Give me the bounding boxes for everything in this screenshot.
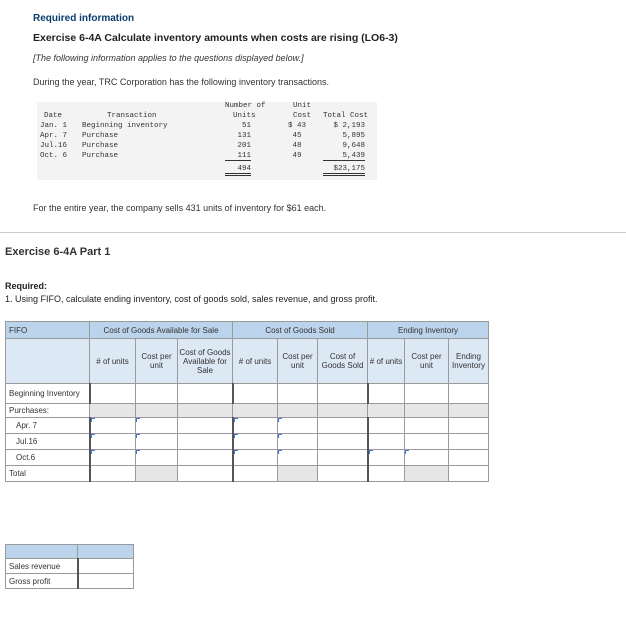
row-label-jul: Jul.16 <box>6 434 90 450</box>
row-label-total: Total <box>6 466 90 482</box>
total-units-input[interactable] <box>90 466 136 482</box>
beginning-cost-input[interactable] <box>136 384 178 404</box>
required-label: Required: <box>5 281 48 291</box>
jul-cost-sold-input[interactable] <box>278 434 318 450</box>
apr-cost-input[interactable] <box>136 418 178 434</box>
group-available: Cost of Goods Available for Sale <box>90 322 233 339</box>
cell-blank <box>178 404 233 418</box>
exercise-title: Exercise 6-4A Calculate inventory amounts when costs are rising (LO6-3) <box>33 32 398 44</box>
cell-blank <box>405 466 449 482</box>
row-date: Oct. 6 <box>40 152 68 160</box>
header-transaction: Transaction <box>107 112 157 120</box>
apr-cogs-input[interactable] <box>318 418 368 434</box>
jul-units-end-input[interactable] <box>368 434 405 450</box>
oct-cost-input[interactable] <box>136 450 178 466</box>
intro-text: During the year, TRC Corporation has the following inventory transactions. <box>33 77 329 87</box>
total-cogs-input[interactable] <box>318 466 368 482</box>
row-label-beginning: Beginning Inventory <box>6 384 90 404</box>
row-total-cost: $ 2,193 <box>333 122 365 130</box>
row-transaction: Purchase <box>82 152 119 160</box>
summary-header-value <box>78 545 134 559</box>
header-number-of: Number of <box>225 102 266 110</box>
gross-profit-input[interactable] <box>78 574 134 589</box>
oct-cost-sold-input[interactable] <box>278 450 318 466</box>
gross-profit-label: Gross profit <box>6 574 78 589</box>
beginning-available-input[interactable] <box>178 384 233 404</box>
row-transaction: Beginning inventory <box>82 122 168 130</box>
group-ending: Ending Inventory <box>368 322 489 339</box>
row-label-purchases: Purchases: <box>6 404 90 418</box>
row-date: Apr. 7 <box>40 132 68 140</box>
sales-revenue-label: Sales revenue <box>6 559 78 574</box>
oct-available-input[interactable] <box>178 450 233 466</box>
row-units: 131 <box>237 132 251 140</box>
apr-units-end-input[interactable] <box>368 418 405 434</box>
total-cost: $23,175 <box>323 165 365 176</box>
beginning-units-sold-input[interactable] <box>233 384 278 404</box>
row-unit-cost: 45 <box>292 132 302 140</box>
sales-revenue-input[interactable] <box>78 559 134 574</box>
cell-blank <box>136 466 178 482</box>
transactions-table <box>37 102 377 180</box>
row-units: 111 <box>225 152 251 161</box>
row-transaction: Purchase <box>82 142 119 150</box>
column-header-blank <box>6 339 90 384</box>
jul-cogs-input[interactable] <box>318 434 368 450</box>
row-date: Jul.16 <box>40 142 68 150</box>
oct-units-input[interactable] <box>90 450 136 466</box>
beginning-units-end-input[interactable] <box>368 384 405 404</box>
beginning-units-input[interactable] <box>90 384 136 404</box>
cell-blank <box>278 404 318 418</box>
cell-blank <box>405 404 449 418</box>
column-ending-inventory: Ending Inventory <box>449 339 489 384</box>
row-label-oct: Oct.6 <box>6 450 90 466</box>
total-units-sold-input[interactable] <box>233 466 278 482</box>
header-unit: Unit <box>293 102 312 110</box>
beginning-cogs-input[interactable] <box>318 384 368 404</box>
column-cost-per-unit-end: Cost per unit <box>405 339 449 384</box>
total-ending-input[interactable] <box>449 466 489 482</box>
apr-available-input[interactable] <box>178 418 233 434</box>
apr-units-input[interactable] <box>90 418 136 434</box>
column-num-units-sold: # of units <box>233 339 278 384</box>
jul-cost-end-input[interactable] <box>405 434 449 450</box>
header-cost: Cost <box>293 112 312 120</box>
cell-blank <box>136 404 178 418</box>
total-units: 494 <box>225 165 251 176</box>
fifo-method-label: FIFO <box>6 322 90 339</box>
total-units-end-input[interactable] <box>368 466 405 482</box>
oct-cogs-input[interactable] <box>318 450 368 466</box>
apr-units-sold-input[interactable] <box>233 418 278 434</box>
row-unit-cost: 49 <box>292 152 302 160</box>
cell-blank <box>233 404 278 418</box>
beginning-ending-input[interactable] <box>449 384 489 404</box>
column-num-units-end: # of units <box>368 339 405 384</box>
column-cost-available: Cost of Goods Available for Sale <box>178 339 233 384</box>
cell-blank <box>318 404 368 418</box>
part-title: Exercise 6-4A Part 1 <box>5 246 111 258</box>
apr-cost-end-input[interactable] <box>405 418 449 434</box>
cell-blank <box>368 404 405 418</box>
oct-units-end-input[interactable] <box>368 450 405 466</box>
oct-units-sold-input[interactable] <box>233 450 278 466</box>
row-units: 201 <box>237 142 251 150</box>
row-unit-cost: $ 43 <box>287 122 306 130</box>
cell-blank <box>90 404 136 418</box>
column-cost-per-unit-sold: Cost per unit <box>278 339 318 384</box>
beginning-cost-end-input[interactable] <box>405 384 449 404</box>
row-date: Jan. 1 <box>40 122 68 130</box>
applies-note: [The following information applies to the questions displayed below.] <box>33 53 304 63</box>
row-unit-cost: 48 <box>292 142 302 150</box>
required-instruction: 1. Using FIFO, calculate ending inventory, cost of goods sold, sales revenue, and gross profit. <box>5 294 378 304</box>
summary-table <box>5 544 134 589</box>
oct-ending-input[interactable] <box>449 450 489 466</box>
row-total-cost: 5,439 <box>323 152 365 161</box>
oct-cost-end-input[interactable] <box>405 450 449 466</box>
column-cost-per-unit: Cost per unit <box>136 339 178 384</box>
header-total-cost: Total Cost <box>323 112 369 120</box>
required-information-heading: Required information <box>33 13 135 24</box>
row-label-apr: Apr. 7 <box>6 418 90 434</box>
apr-cost-sold-input[interactable] <box>278 418 318 434</box>
row-total-cost: 5,895 <box>342 132 365 140</box>
column-num-units: # of units <box>90 339 136 384</box>
divider <box>0 232 626 233</box>
row-units: 51 <box>241 122 251 130</box>
row-total-cost: 9,648 <box>342 142 365 150</box>
total-available-input[interactable] <box>178 466 233 482</box>
sales-note: For the entire year, the company sells 431 units of inventory for $61 each. <box>33 203 327 213</box>
apr-ending-input[interactable] <box>449 418 489 434</box>
group-sold: Cost of Goods Sold <box>233 322 368 339</box>
column-cost-goods-sold: Cost of Goods Sold <box>318 339 368 384</box>
row-transaction: Purchase <box>82 132 119 140</box>
jul-units-sold-input[interactable] <box>233 434 278 450</box>
summary-header-label <box>6 545 78 559</box>
cell-blank <box>278 466 318 482</box>
jul-available-input[interactable] <box>178 434 233 450</box>
jul-ending-input[interactable] <box>449 434 489 450</box>
beginning-cost-sold-input[interactable] <box>278 384 318 404</box>
header-units: Units <box>233 112 256 120</box>
fifo-table <box>5 321 489 482</box>
jul-cost-input[interactable] <box>136 434 178 450</box>
jul-units-input[interactable] <box>90 434 136 450</box>
header-date: Date <box>44 112 63 120</box>
cell-blank <box>449 404 489 418</box>
